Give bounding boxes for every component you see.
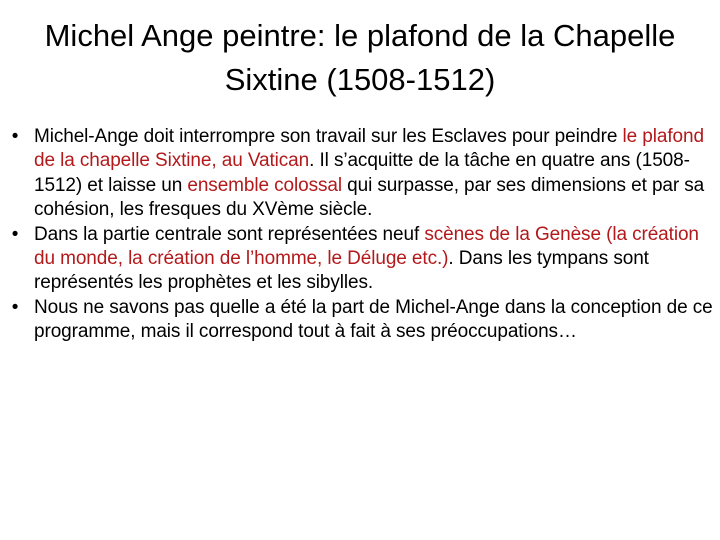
bullet-text-part: Nous ne savons pas quelle a été la part de Michel-Ange dans la conception de ce programme, mais il correspond tout à fait à ses préoccupations… bbox=[34, 296, 713, 343]
highlighted-text: le plafond de la chapelle Sixtine, au Vatican bbox=[34, 126, 704, 172]
bullet-item bbox=[0, 223, 720, 296]
bullet-item bbox=[0, 296, 720, 345]
bullet-marker: • bbox=[11, 126, 19, 147]
bullet-marker: • bbox=[11, 223, 19, 245]
bullet-text-part: qui surpasse, par ses dimensions et par sa cohésion, les fresques du XVème siècle. bbox=[34, 174, 705, 221]
bullet-list bbox=[0, 125, 720, 345]
bullet-item bbox=[0, 125, 720, 223]
bullet-marker: • bbox=[11, 296, 19, 318]
bullet-text-part: Michel-Ange doit interrompre son travail sur les Esclaves pour peindre bbox=[34, 126, 623, 147]
bullet-text-part: Dans la partie centrale sont représentées neuf bbox=[34, 223, 425, 245]
bullet-text-part: . Il s’acquitte de la tâche en quatre ans (1508-1512) et laisse un bbox=[34, 150, 690, 196]
slide-title: Michel Ange peintre: le plafond de la Chapelle Sixtine (1508-1512) bbox=[44, 18, 676, 97]
highlighted-text: scènes de la Genèse (la création du monde, la création de l’homme, le Déluge etc.) bbox=[34, 223, 699, 270]
highlighted-text: ensemble colossal bbox=[187, 174, 342, 196]
bullet-text-part: . Dans les tympans sont représentés les prophètes et les sibylles. bbox=[34, 248, 649, 294]
